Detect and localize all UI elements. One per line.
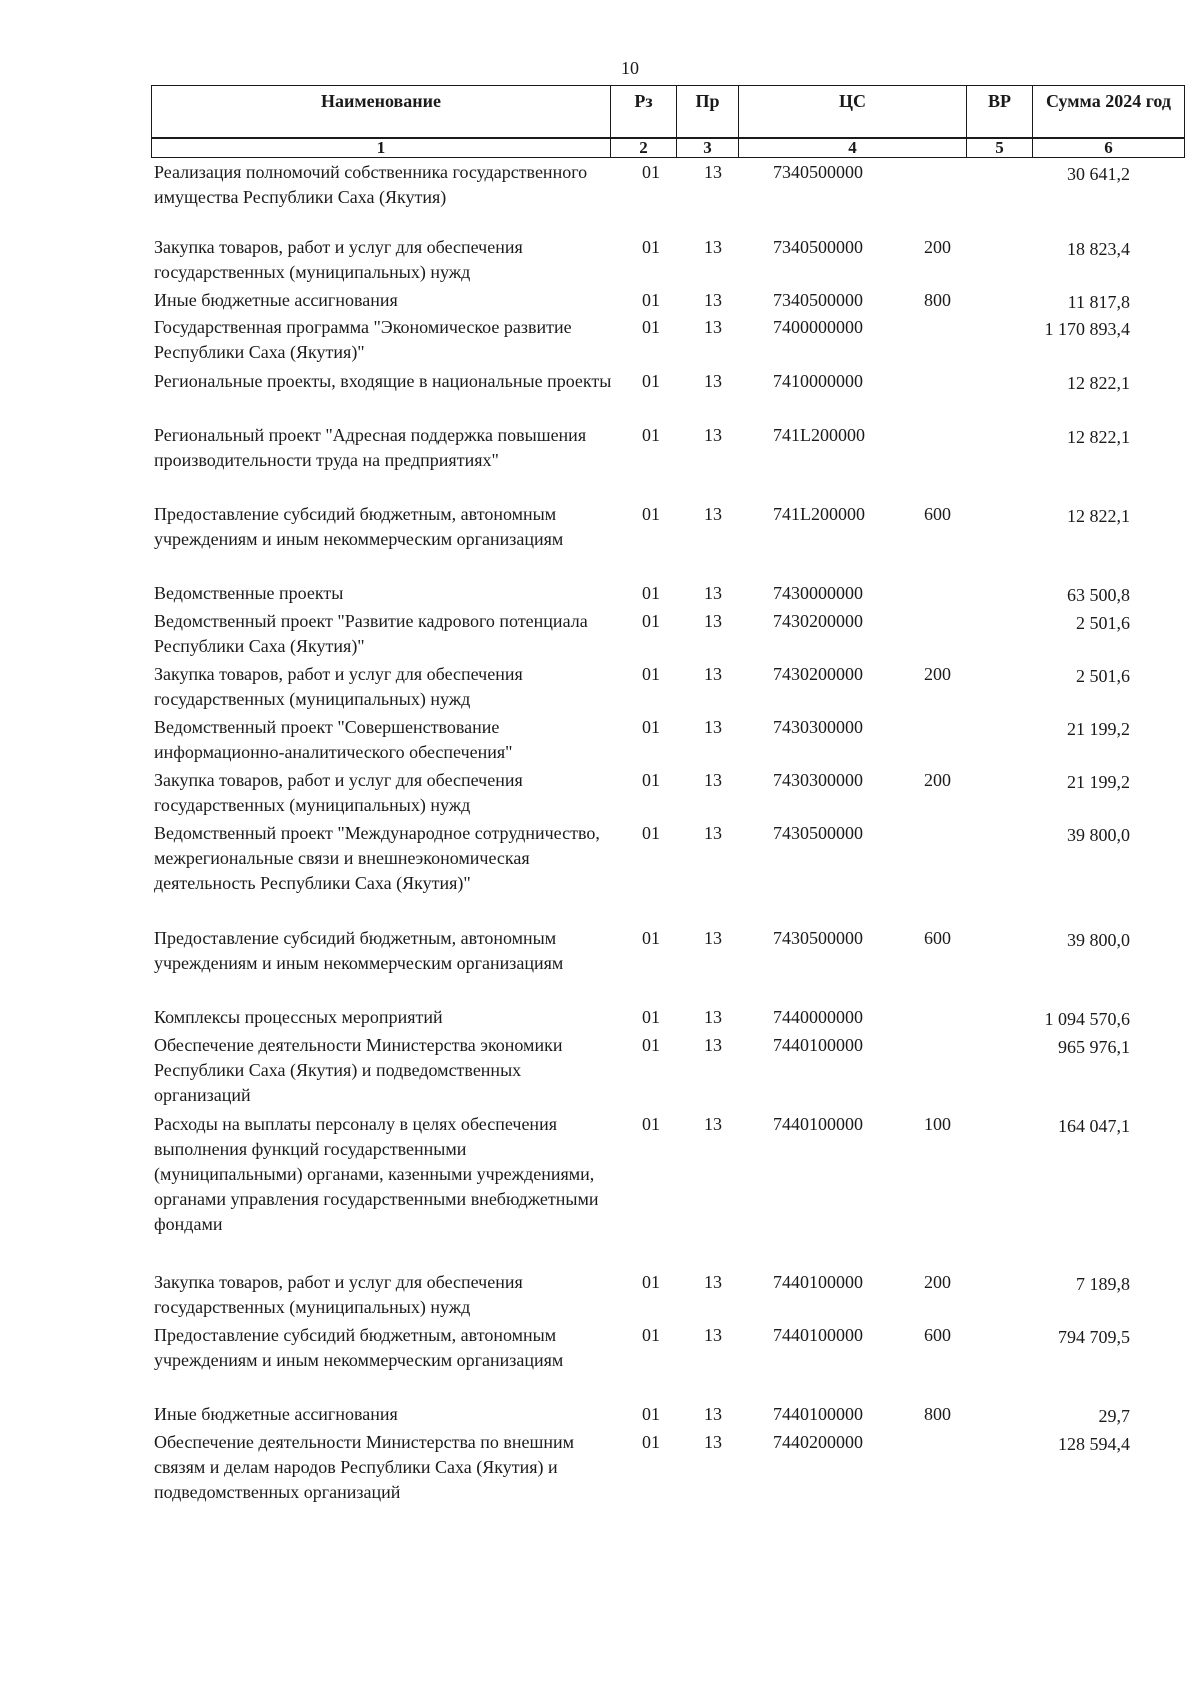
row-vr: 600 xyxy=(924,928,951,948)
row-vr: 100 xyxy=(924,1114,951,1134)
table-row xyxy=(151,662,1134,715)
row-name: Реализация полномочий собственника государственного имущества Республики Саха (Якутия) xyxy=(154,162,588,207)
row-vr: 200 xyxy=(924,664,951,684)
row-name: Расходы на выплаты персоналу в целях обеспечения выполнения функций государственными (муниципальными) органами, казенными учреждениями, органами управления государственными внебюджетными фондами xyxy=(154,1114,599,1234)
row-pr: 13 xyxy=(704,1114,722,1134)
table-row xyxy=(151,423,1134,502)
row-cs: 7430300000 xyxy=(773,770,863,790)
row-vr: 800 xyxy=(924,290,951,310)
row-rz: 01 xyxy=(642,928,660,948)
row-name: Ведомственный проект "Развитие кадрового потенциала Республики Саха (Якутия)" xyxy=(154,611,588,656)
header-sum: Сумма 2024 год xyxy=(1033,86,1185,138)
row-cs: 7340500000 xyxy=(773,162,863,182)
table-row xyxy=(151,369,1134,423)
row-name: Ведомственные проекты xyxy=(154,583,344,603)
header-vr: ВР xyxy=(967,86,1033,138)
table-row xyxy=(151,1402,1134,1430)
row-name: Закупка товаров, работ и услуг для обеспечения государственных (муниципальных) нужд xyxy=(154,237,523,282)
row-pr: 13 xyxy=(704,770,722,790)
column-number-row xyxy=(152,139,1185,158)
row-name: Закупка товаров, работ и услуг для обеспечения государственных (муниципальных) нужд xyxy=(154,664,523,709)
row-pr: 13 xyxy=(704,504,722,524)
row-name: Иные бюджетные ассигнования xyxy=(154,290,398,310)
table-row xyxy=(151,926,1134,1005)
table-row xyxy=(151,1430,1134,1510)
row-sum: 1 170 893,4 xyxy=(1044,319,1130,339)
row-name: Обеспечение деятельности Министерства по внешним связям и делам народов Республики Саха (Якутия) и подведомственных организаций xyxy=(154,1432,574,1502)
row-rz: 01 xyxy=(642,504,660,524)
row-name: Предоставление субсидий бюджетным, автономным учреждениям и иным некоммерческим организациям xyxy=(154,928,564,973)
row-rz: 01 xyxy=(642,290,660,310)
row-rz: 01 xyxy=(642,1272,660,1292)
row-name: Комплексы процессных мероприятий xyxy=(154,1007,443,1027)
row-cs: 7440000000 xyxy=(773,1007,863,1027)
row-sum: 794 709,5 xyxy=(1058,1327,1130,1347)
table-row xyxy=(151,235,1134,288)
table-row xyxy=(151,581,1134,609)
row-sum: 2 501,6 xyxy=(1076,666,1130,686)
row-pr: 13 xyxy=(704,717,722,737)
row-pr: 13 xyxy=(704,1007,722,1027)
row-rz: 01 xyxy=(642,237,660,257)
row-rz: 01 xyxy=(642,1114,660,1134)
table-row xyxy=(151,502,1134,581)
row-pr: 13 xyxy=(704,611,722,631)
row-name: Обеспечение деятельности Министерства экономики Республики Саха (Якутия) и подведомственных организаций xyxy=(154,1035,563,1105)
row-sum: 21 199,2 xyxy=(1067,772,1130,792)
row-cs: 741L200000 xyxy=(773,504,865,524)
row-pr: 13 xyxy=(704,237,722,257)
row-cs: 7430500000 xyxy=(773,928,863,948)
row-sum: 1 094 570,6 xyxy=(1044,1009,1130,1029)
row-pr: 13 xyxy=(704,1404,722,1424)
row-rz: 01 xyxy=(642,162,660,182)
row-sum: 29,7 xyxy=(1098,1406,1130,1426)
table-row xyxy=(151,609,1134,662)
row-rz: 01 xyxy=(642,770,660,790)
row-vr: 200 xyxy=(924,237,951,257)
row-pr: 13 xyxy=(704,1035,722,1055)
header-rz: Рз xyxy=(611,86,677,138)
row-cs: 7430000000 xyxy=(773,583,863,603)
row-name: Предоставление субсидий бюджетным, автономным учреждениям и иным некоммерческим организациям xyxy=(154,504,564,549)
table-row xyxy=(151,768,1134,821)
row-pr: 13 xyxy=(704,290,722,310)
row-sum: 12 822,1 xyxy=(1067,427,1130,447)
column-number-3: 3 xyxy=(677,139,739,158)
row-cs: 7440100000 xyxy=(773,1114,863,1134)
row-cs: 7440100000 xyxy=(773,1272,863,1292)
header-cs: ЦС xyxy=(739,86,967,138)
row-cs: 7440100000 xyxy=(773,1325,863,1345)
row-sum: 7 189,8 xyxy=(1076,1274,1130,1294)
row-cs: 7430300000 xyxy=(773,717,863,737)
row-sum: 11 817,8 xyxy=(1067,292,1130,312)
row-sum: 12 822,1 xyxy=(1067,373,1130,393)
row-rz: 01 xyxy=(642,583,660,603)
row-pr: 13 xyxy=(704,583,722,603)
table-row xyxy=(151,315,1134,369)
table-row xyxy=(151,821,1134,926)
row-vr: 600 xyxy=(924,504,951,524)
row-name: Иные бюджетные ассигнования xyxy=(154,1404,398,1424)
header-name: Наименование xyxy=(152,86,611,138)
table-row xyxy=(151,1005,1134,1033)
row-cs: 7440100000 xyxy=(773,1404,863,1424)
row-sum: 12 822,1 xyxy=(1067,506,1130,526)
row-sum: 164 047,1 xyxy=(1058,1116,1130,1136)
row-cs: 7340500000 xyxy=(773,290,863,310)
row-pr: 13 xyxy=(704,1272,722,1292)
row-sum: 128 594,4 xyxy=(1058,1434,1130,1454)
table-row xyxy=(151,1270,1134,1323)
row-cs: 741L200000 xyxy=(773,425,865,445)
row-vr: 200 xyxy=(924,770,951,790)
column-number-2: 2 xyxy=(611,139,677,158)
row-cs: 7430200000 xyxy=(773,664,863,684)
row-cs: 7430200000 xyxy=(773,611,863,631)
row-sum: 63 500,8 xyxy=(1067,585,1130,605)
row-sum: 30 641,2 xyxy=(1067,164,1130,184)
row-rz: 01 xyxy=(642,1007,660,1027)
row-pr: 13 xyxy=(704,371,722,391)
row-cs: 7340500000 xyxy=(773,237,863,257)
row-rz: 01 xyxy=(642,1035,660,1055)
row-cs: 7430500000 xyxy=(773,823,863,843)
row-pr: 13 xyxy=(704,664,722,684)
header-row xyxy=(152,86,1185,138)
column-number-4: 4 xyxy=(739,139,967,158)
table-row xyxy=(151,1033,1134,1112)
row-pr: 13 xyxy=(704,928,722,948)
table-body xyxy=(151,160,1134,1510)
row-rz: 01 xyxy=(642,317,660,337)
row-sum: 18 823,4 xyxy=(1067,239,1130,259)
page-number: 10 xyxy=(621,58,639,78)
row-rz: 01 xyxy=(642,1325,660,1345)
row-sum: 21 199,2 xyxy=(1067,719,1130,739)
row-rz: 01 xyxy=(642,717,660,737)
row-cs: 7440200000 xyxy=(773,1432,863,1452)
row-rz: 01 xyxy=(642,823,660,843)
table-row xyxy=(151,288,1134,315)
column-number-1: 1 xyxy=(152,139,611,158)
table-row xyxy=(151,1112,1134,1270)
row-rz: 01 xyxy=(642,664,660,684)
row-sum: 965 976,1 xyxy=(1058,1037,1130,1057)
row-cs: 7400000000 xyxy=(773,317,863,337)
column-number-5: 5 xyxy=(967,139,1033,158)
row-name: Региональные проекты, входящие в национальные проекты xyxy=(154,371,612,391)
row-cs: 7410000000 xyxy=(773,371,863,391)
row-pr: 13 xyxy=(704,317,722,337)
row-cs: 7440100000 xyxy=(773,1035,863,1055)
row-sum: 39 800,0 xyxy=(1067,930,1130,950)
row-sum: 2 501,6 xyxy=(1076,613,1130,633)
row-rz: 01 xyxy=(642,1432,660,1452)
table-row xyxy=(151,160,1134,235)
table-row xyxy=(151,715,1134,768)
column-number-6: 6 xyxy=(1033,139,1185,158)
row-name: Государственная программа "Экономическое развитие Республики Саха (Якутия)" xyxy=(154,317,572,362)
row-rz: 01 xyxy=(642,425,660,445)
row-pr: 13 xyxy=(704,162,722,182)
header-pr: Пр xyxy=(677,86,739,138)
row-pr: 13 xyxy=(704,1325,722,1345)
row-rz: 01 xyxy=(642,611,660,631)
row-name: Ведомственный проект "Международное сотрудничество, межрегиональные связи и внешнеэкономическая деятельность Республики Саха (Якутия)" xyxy=(154,823,600,893)
row-pr: 13 xyxy=(704,823,722,843)
row-vr: 200 xyxy=(924,1272,951,1292)
row-rz: 01 xyxy=(642,1404,660,1424)
row-name: Ведомственный проект "Совершенствование информационно-аналитического обеспечения" xyxy=(154,717,513,762)
row-name: Региональный проект "Адресная поддержка повышения производительности труда на предприятиях" xyxy=(154,425,587,470)
row-vr: 800 xyxy=(924,1404,951,1424)
row-name: Закупка товаров, работ и услуг для обеспечения государственных (муниципальных) нужд xyxy=(154,770,523,815)
row-pr: 13 xyxy=(704,425,722,445)
row-vr: 600 xyxy=(924,1325,951,1345)
row-sum: 39 800,0 xyxy=(1067,825,1130,845)
table-row xyxy=(151,1323,1134,1402)
table-header xyxy=(151,85,1185,158)
row-name: Закупка товаров, работ и услуг для обеспечения государственных (муниципальных) нужд xyxy=(154,1272,523,1317)
row-pr: 13 xyxy=(704,1432,722,1452)
row-name: Предоставление субсидий бюджетным, автономным учреждениям и иным некоммерческим организациям xyxy=(154,1325,564,1370)
row-rz: 01 xyxy=(642,371,660,391)
